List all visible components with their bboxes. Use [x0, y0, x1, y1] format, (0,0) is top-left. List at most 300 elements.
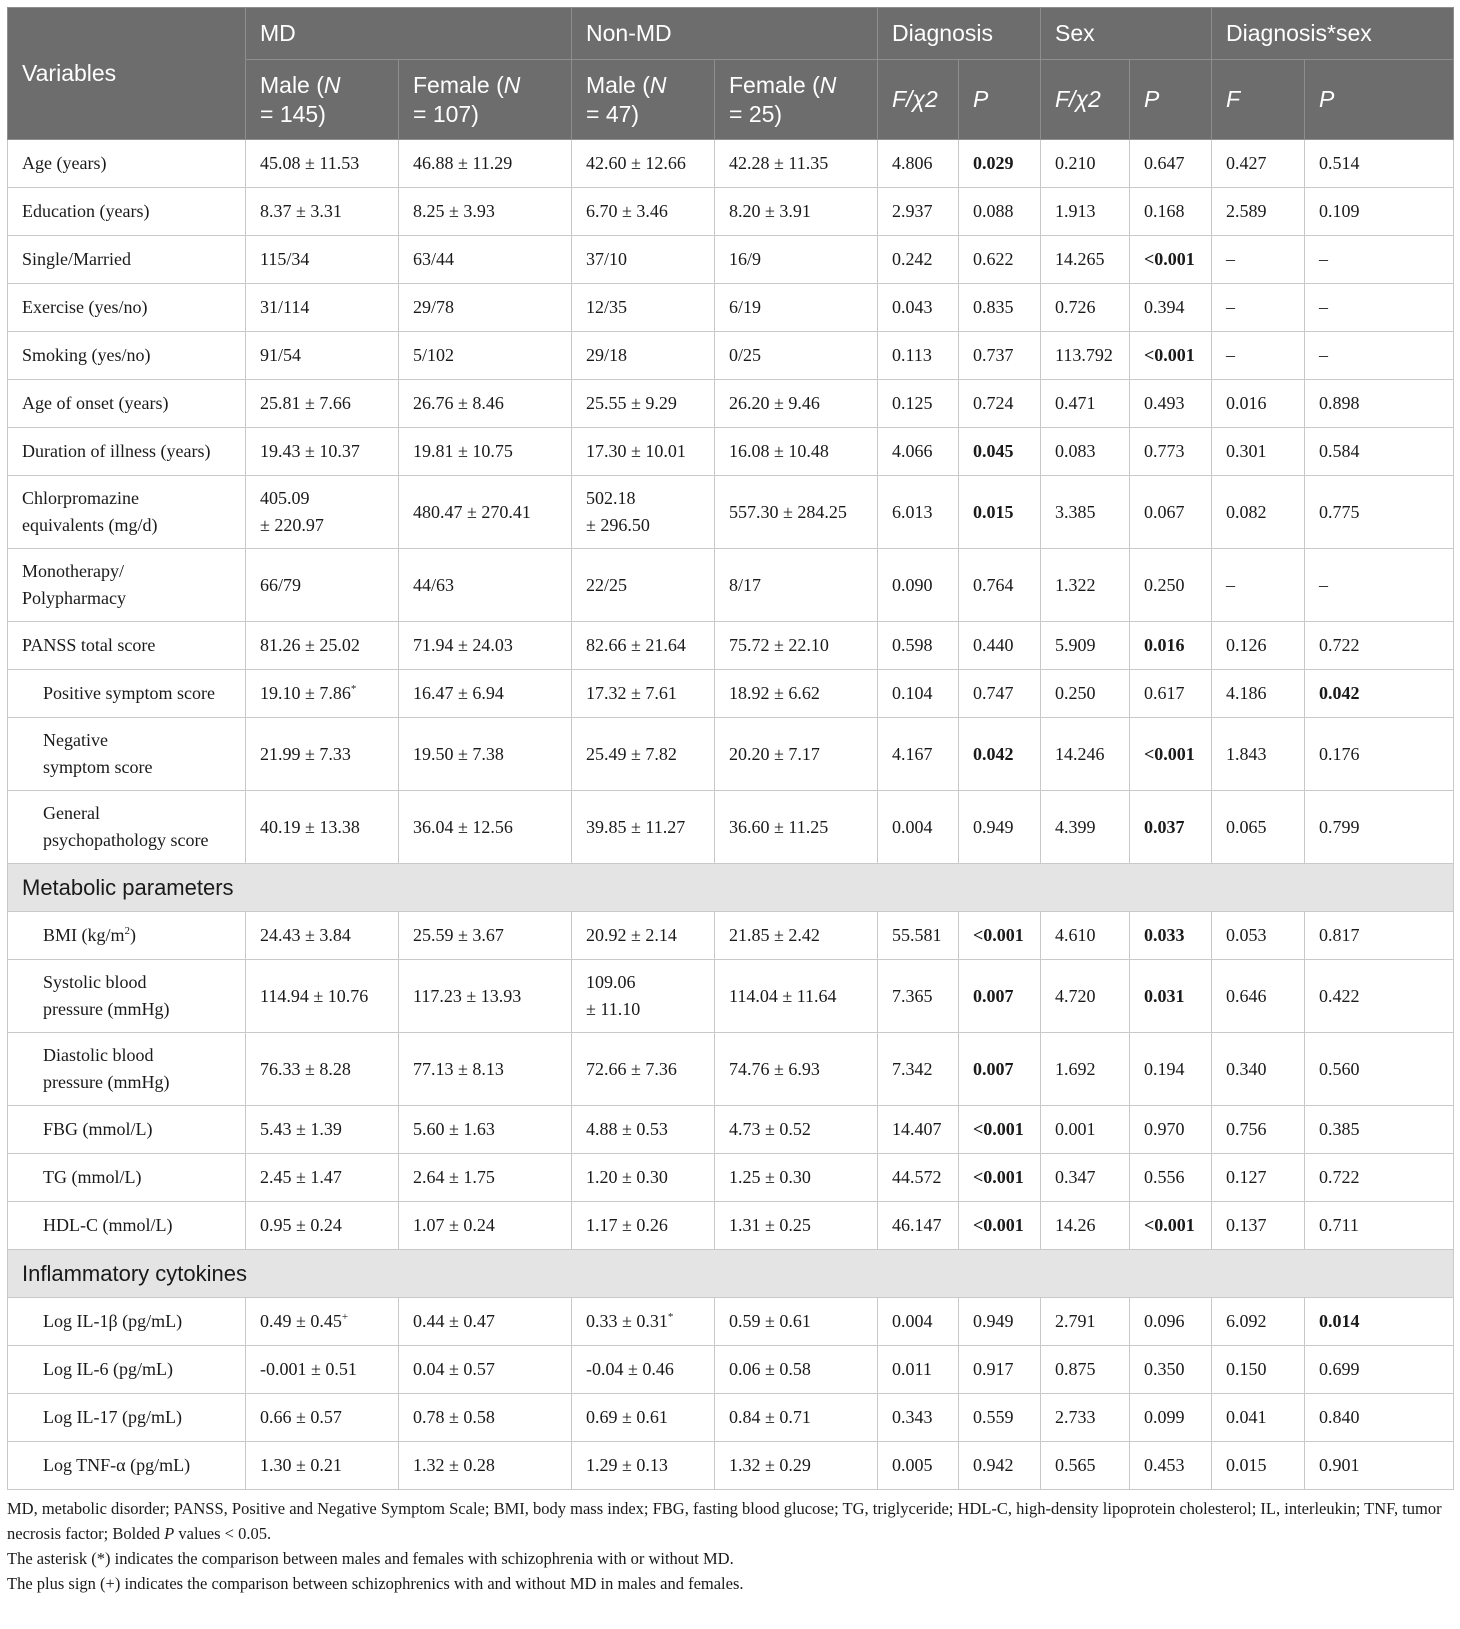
table-cell: 0.242 [878, 236, 959, 284]
table-cell: 0.090 [878, 549, 959, 622]
table-cell: 14.407 [878, 1106, 959, 1154]
table-cell: 0.875 [1041, 1346, 1130, 1394]
row-label: Log TNF-α (pg/mL) [8, 1442, 246, 1490]
table-cell: 557.30 ± 284.25 [715, 476, 878, 549]
table-cell: 0.799 [1305, 791, 1454, 864]
table-cell: 2.937 [878, 188, 959, 236]
table-cell: 81.26 ± 25.02 [246, 622, 399, 670]
table-cell: 0.917 [959, 1346, 1041, 1394]
table-cell: 4.066 [878, 428, 959, 476]
header-nonmd-female: Female (N = 25) [715, 60, 878, 140]
header-row-groups [8, 8, 1454, 60]
table-cell: 0.66 ± 0.57 [246, 1394, 399, 1442]
table-cell: 0.394 [1130, 284, 1212, 332]
table-cell: 0.773 [1130, 428, 1212, 476]
table-cell: 22/25 [572, 549, 715, 622]
header-sex: Sex [1041, 8, 1212, 60]
table-cell: 76.33 ± 8.28 [246, 1033, 399, 1106]
table-cell: 0.617 [1130, 670, 1212, 718]
table-cell: 55.581 [878, 912, 959, 960]
table-cell: <0.001 [959, 1202, 1041, 1250]
header-md-male: Male (N = 145) [246, 60, 399, 140]
table-cell: 480.47 ± 270.41 [399, 476, 572, 549]
table-cell: 114.04 ± 11.64 [715, 960, 878, 1033]
table-cell: 8.25 ± 3.93 [399, 188, 572, 236]
table-cell: 114.94 ± 10.76 [246, 960, 399, 1033]
row-label: Negative symptom score [8, 718, 246, 791]
table-cell: <0.001 [959, 1154, 1041, 1202]
table-cell: 0.471 [1041, 380, 1130, 428]
table-cell: 1.913 [1041, 188, 1130, 236]
row-label: Chlorpromazine equivalents (mg/d) [8, 476, 246, 549]
table-cell: 37/10 [572, 236, 715, 284]
section-row [8, 864, 1454, 912]
table-row [8, 718, 1454, 791]
table-cell: 4.720 [1041, 960, 1130, 1033]
row-label: PANSS total score [8, 622, 246, 670]
table-cell: 25.59 ± 3.67 [399, 912, 572, 960]
table-cell: 0.747 [959, 670, 1041, 718]
header-diagnosis: Diagnosis [878, 8, 1041, 60]
table-cell: – [1212, 332, 1305, 380]
table-cell: 5.43 ± 1.39 [246, 1106, 399, 1154]
section-metabolic: Metabolic parameters [8, 864, 1454, 912]
table-row [8, 1298, 1454, 1346]
table-cell: 0.301 [1212, 428, 1305, 476]
table-cell: 0.69 ± 0.61 [572, 1394, 715, 1442]
table-cell: 25.55 ± 9.29 [572, 380, 715, 428]
table-cell: 7.342 [878, 1033, 959, 1106]
table-cell: 21.85 ± 2.42 [715, 912, 878, 960]
header-md: MD [246, 8, 572, 60]
table-cell: 0.194 [1130, 1033, 1212, 1106]
table-cell: 4.399 [1041, 791, 1130, 864]
table-cell: 0.005 [878, 1442, 959, 1490]
table-cell: 117.23 ± 13.93 [399, 960, 572, 1033]
table-cell: 17.30 ± 10.01 [572, 428, 715, 476]
row-label: FBG (mmol/L) [8, 1106, 246, 1154]
table-cell: 0.014 [1305, 1298, 1454, 1346]
table-cell: 7.365 [878, 960, 959, 1033]
table-cell: – [1305, 332, 1454, 380]
table-cell: 19.50 ± 7.38 [399, 718, 572, 791]
table-cell: 19.43 ± 10.37 [246, 428, 399, 476]
table-cell: 0.041 [1212, 1394, 1305, 1442]
row-label: Positive symptom score [8, 670, 246, 718]
header-nonmd-male: Male (N = 47) [572, 60, 715, 140]
table-cell: 0.083 [1041, 428, 1130, 476]
table-cell: 115/34 [246, 236, 399, 284]
table-cell: 0.647 [1130, 140, 1212, 188]
table-cell: 2.64 ± 1.75 [399, 1154, 572, 1202]
table-row [8, 380, 1454, 428]
header-sex-p: P [1130, 60, 1212, 140]
table-cell: 0.007 [959, 1033, 1041, 1106]
table-cell: 12/35 [572, 284, 715, 332]
table-cell: 0.817 [1305, 912, 1454, 960]
table-cell: 0.04 ± 0.57 [399, 1346, 572, 1394]
table-row [8, 1033, 1454, 1106]
table-cell: 44.572 [878, 1154, 959, 1202]
row-label: Duration of illness (years) [8, 428, 246, 476]
table-row [8, 1442, 1454, 1490]
table-cell: 4.167 [878, 718, 959, 791]
table-cell: 0.711 [1305, 1202, 1454, 1250]
table-cell: 0.646 [1212, 960, 1305, 1033]
footnote-abbreviations: MD, metabolic disorder; PANSS, Positive and Negative Symptom Scale; BMI, body mass index; FBG, fasting blood glucose; TG, triglyceride; HDL-C, high-density lipoprotein cholesterol; IL, interleukin; TNF, tumor necrosis factor; Bolded P values < 0.05. [7, 1499, 1442, 1543]
table-cell: 0.775 [1305, 476, 1454, 549]
row-label: Log IL-17 (pg/mL) [8, 1394, 246, 1442]
table-cell: 4.186 [1212, 670, 1305, 718]
table-cell: 502.18 ± 296.50 [572, 476, 715, 549]
row-label: Diastolic blood pressure (mmHg) [8, 1033, 246, 1106]
table-cell: 0.622 [959, 236, 1041, 284]
table-cell: 2.791 [1041, 1298, 1130, 1346]
table-cell: 0.840 [1305, 1394, 1454, 1442]
table-cell: – [1305, 549, 1454, 622]
table-cell: -0.04 ± 0.46 [572, 1346, 715, 1394]
row-label: BMI $(kg/m^2)$ [8, 912, 246, 960]
table-row [8, 912, 1454, 960]
table-cell: 0.722 [1305, 622, 1454, 670]
table-cell: 0.004 [878, 791, 959, 864]
table-cell: 14.265 [1041, 236, 1130, 284]
table-cell: 0.015 [1212, 1442, 1305, 1490]
table-cell: – [1212, 284, 1305, 332]
table-cell: 0.33 ± 0.31* [572, 1298, 715, 1346]
table-cell: 8/17 [715, 549, 878, 622]
table-cell: 0.514 [1305, 140, 1454, 188]
table-cell: 66/79 [246, 549, 399, 622]
table-cell: 19.10 ± 7.86* [246, 670, 399, 718]
table-cell: 71.94 ± 24.03 [399, 622, 572, 670]
table-cell: 40.19 ± 13.38 [246, 791, 399, 864]
table-cell: 14.246 [1041, 718, 1130, 791]
table-row [8, 428, 1454, 476]
table-cell: 1.20 ± 0.30 [572, 1154, 715, 1202]
table-cell: 4.88 ± 0.53 [572, 1106, 715, 1154]
table-row [8, 236, 1454, 284]
table-cell: 0.029 [959, 140, 1041, 188]
table-cell: 16/9 [715, 236, 878, 284]
table-cell: 109.06 ± 11.10 [572, 960, 715, 1033]
table-row [8, 140, 1454, 188]
table-cell: 0.109 [1305, 188, 1454, 236]
table-cell: 1.32 ± 0.28 [399, 1442, 572, 1490]
table-cell: 0.78 ± 0.58 [399, 1394, 572, 1442]
table-cell: 1.692 [1041, 1033, 1130, 1106]
table-cell: 2.589 [1212, 188, 1305, 236]
table-cell: <0.001 [1130, 718, 1212, 791]
table-cell: 25.81 ± 7.66 [246, 380, 399, 428]
header-interaction: Diagnosis*sex [1212, 8, 1454, 60]
table-cell: 8.20 ± 3.91 [715, 188, 878, 236]
table-cell: 18.92 ± 6.62 [715, 670, 878, 718]
table-cell: 0.726 [1041, 284, 1130, 332]
table-cell: 2.733 [1041, 1394, 1130, 1442]
table-cell: 0.016 [1130, 622, 1212, 670]
table-cell: 0.493 [1130, 380, 1212, 428]
table-cell: 2.45 ± 1.47 [246, 1154, 399, 1202]
table-cell: 0.210 [1041, 140, 1130, 188]
table-cell: 19.81 ± 10.75 [399, 428, 572, 476]
table-cell: 1.17 ± 0.26 [572, 1202, 715, 1250]
row-label: Log IL-6 (pg/mL) [8, 1346, 246, 1394]
table-row [8, 1202, 1454, 1250]
table-row [8, 1394, 1454, 1442]
table-cell: 45.08 ± 11.53 [246, 140, 399, 188]
table-cell: 42.28 ± 11.35 [715, 140, 878, 188]
table-row [8, 960, 1454, 1033]
table-cell: 0.168 [1130, 188, 1212, 236]
table-cell: 26.76 ± 8.46 [399, 380, 572, 428]
table-cell: 0.942 [959, 1442, 1041, 1490]
table-cell: 0.096 [1130, 1298, 1212, 1346]
table-cell: <0.001 [1130, 1202, 1212, 1250]
table-cell: 0.949 [959, 1298, 1041, 1346]
table-cell: 0.011 [878, 1346, 959, 1394]
table-cell: 29/78 [399, 284, 572, 332]
table-cell: 0.104 [878, 670, 959, 718]
table-cell: 20.92 ± 2.14 [572, 912, 715, 960]
table-cell: 0.127 [1212, 1154, 1305, 1202]
row-label: Systolic blood pressure (mmHg) [8, 960, 246, 1033]
table-cell: 0.764 [959, 549, 1041, 622]
table-cell: 20.20 ± 7.17 [715, 718, 878, 791]
table-cell: 0.042 [1305, 670, 1454, 718]
table-cell: 4.806 [878, 140, 959, 188]
row-label: HDL-C (mmol/L) [8, 1202, 246, 1250]
table-row [8, 1106, 1454, 1154]
footnote-plus: The plus sign (+) indicates the comparison between schizophrenics with and without MD in males and females. [7, 1574, 744, 1593]
table-cell: 1.30 ± 0.21 [246, 1442, 399, 1490]
table-cell: 6.013 [878, 476, 959, 549]
table-cell: 5.909 [1041, 622, 1130, 670]
section-row [8, 1250, 1454, 1298]
table-row [8, 476, 1454, 549]
table-cell: 36.04 ± 12.56 [399, 791, 572, 864]
table-cell: 17.32 ± 7.61 [572, 670, 715, 718]
header-sex-f: F/χ2 [1041, 60, 1130, 140]
table-cell: 0.427 [1212, 140, 1305, 188]
table-cell: 0.037 [1130, 791, 1212, 864]
row-label: Exercise (yes/no) [8, 284, 246, 332]
table-cell: 0.49 ± 0.45+ [246, 1298, 399, 1346]
table-cell: 0.350 [1130, 1346, 1212, 1394]
table-cell: 0.045 [959, 428, 1041, 476]
header-diagnosis-f: F/χ2 [878, 60, 959, 140]
table-cell: 0.699 [1305, 1346, 1454, 1394]
table-cell: 1.31 ± 0.25 [715, 1202, 878, 1250]
table-cell: 1.29 ± 0.13 [572, 1442, 715, 1490]
table-cell: 44/63 [399, 549, 572, 622]
table-cell: 0.385 [1305, 1106, 1454, 1154]
table-cell: 0.737 [959, 332, 1041, 380]
table-cell: 0.176 [1305, 718, 1454, 791]
table-cell: 24.43 ± 3.84 [246, 912, 399, 960]
table-cell: 0.043 [878, 284, 959, 332]
row-label: TG (mmol/L) [8, 1154, 246, 1202]
table-cell: <0.001 [1130, 332, 1212, 380]
table-cell: 21.99 ± 7.33 [246, 718, 399, 791]
table-cell: 0.453 [1130, 1442, 1212, 1490]
table-cell: 0.343 [878, 1394, 959, 1442]
table-cell: 0.065 [1212, 791, 1305, 864]
table-cell: 0.150 [1212, 1346, 1305, 1394]
table-cell: 6.70 ± 3.46 [572, 188, 715, 236]
table-cell: 0/25 [715, 332, 878, 380]
table-row [8, 188, 1454, 236]
table-cell: 0.113 [878, 332, 959, 380]
table-cell: 0.067 [1130, 476, 1212, 549]
table-cell: 6.092 [1212, 1298, 1305, 1346]
table-cell: 0.949 [959, 791, 1041, 864]
table-cell: 0.250 [1130, 549, 1212, 622]
table-cell: 4.610 [1041, 912, 1130, 960]
table-cell: <0.001 [959, 912, 1041, 960]
table-row [8, 332, 1454, 380]
table-cell: 0.016 [1212, 380, 1305, 428]
table-cell: 0.082 [1212, 476, 1305, 549]
table-cell: 46.147 [878, 1202, 959, 1250]
table-row [8, 1154, 1454, 1202]
table-cell: 0.126 [1212, 622, 1305, 670]
table-cell: 3.385 [1041, 476, 1130, 549]
table-row [8, 791, 1454, 864]
table-footnotes [7, 1496, 1453, 1596]
table-cell: 1.25 ± 0.30 [715, 1154, 878, 1202]
row-label: Education (years) [8, 188, 246, 236]
table-cell: 82.66 ± 21.64 [572, 622, 715, 670]
table-cell: 0.970 [1130, 1106, 1212, 1154]
table-cell: 25.49 ± 7.82 [572, 718, 715, 791]
table-cell: <0.001 [959, 1106, 1041, 1154]
table-cell: – [1212, 236, 1305, 284]
table-cell: – [1305, 236, 1454, 284]
table-cell: 5.60 ± 1.63 [399, 1106, 572, 1154]
header-interaction-p: P [1305, 60, 1454, 140]
table-cell: -0.001 ± 0.51 [246, 1346, 399, 1394]
table-cell: 405.09 ± 220.97 [246, 476, 399, 549]
table-cell: 0.756 [1212, 1106, 1305, 1154]
table-cell: 0.440 [959, 622, 1041, 670]
table-cell: 0.565 [1041, 1442, 1130, 1490]
table-cell: 14.26 [1041, 1202, 1130, 1250]
table-cell: 0.053 [1212, 912, 1305, 960]
table-cell: 0.95 ± 0.24 [246, 1202, 399, 1250]
table-cell: 0.559 [959, 1394, 1041, 1442]
header-diagnosis-p: P [959, 60, 1041, 140]
table-cell: 1.322 [1041, 549, 1130, 622]
table-cell: 0.042 [959, 718, 1041, 791]
row-label: Smoking (yes/no) [8, 332, 246, 380]
table-cell: 0.347 [1041, 1154, 1130, 1202]
row-label: Single/Married [8, 236, 246, 284]
table-cell: 0.59 ± 0.61 [715, 1298, 878, 1346]
table-cell: 0.422 [1305, 960, 1454, 1033]
row-label: Age of onset (years) [8, 380, 246, 428]
table-cell: 36.60 ± 11.25 [715, 791, 878, 864]
table-row [8, 549, 1454, 622]
table-cell: 0.031 [1130, 960, 1212, 1033]
table-cell: 1.32 ± 0.29 [715, 1442, 878, 1490]
table-cell: 91/54 [246, 332, 399, 380]
table-cell: 0.44 ± 0.47 [399, 1298, 572, 1346]
table-cell: 0.007 [959, 960, 1041, 1033]
header-md-female: Female (N = 107) [399, 60, 572, 140]
table-cell: 8.37 ± 3.31 [246, 188, 399, 236]
table-cell: 0.004 [878, 1298, 959, 1346]
table-cell: 5/102 [399, 332, 572, 380]
table-cell: 0.250 [1041, 670, 1130, 718]
table-row [8, 622, 1454, 670]
section-inflammatory: Inflammatory cytokines [8, 1250, 1454, 1298]
table-cell: 0.598 [878, 622, 959, 670]
header-non-md: Non-MD [572, 8, 878, 60]
table-cell: 16.08 ± 10.48 [715, 428, 878, 476]
table-cell: 63/44 [399, 236, 572, 284]
table-cell: 0.137 [1212, 1202, 1305, 1250]
table-cell: 26.20 ± 9.46 [715, 380, 878, 428]
table-cell: 0.722 [1305, 1154, 1454, 1202]
table-cell: 113.792 [1041, 332, 1130, 380]
row-label: General psychopathology score [8, 791, 246, 864]
table-cell: 0.556 [1130, 1154, 1212, 1202]
table-cell: 6/19 [715, 284, 878, 332]
row-label: Log IL-1β (pg/mL) [8, 1298, 246, 1346]
table-cell: 1.07 ± 0.24 [399, 1202, 572, 1250]
table-cell: 31/114 [246, 284, 399, 332]
table-cell: 77.13 ± 8.13 [399, 1033, 572, 1106]
table-row [8, 1346, 1454, 1394]
table-cell: 74.76 ± 6.93 [715, 1033, 878, 1106]
table-cell: 0.099 [1130, 1394, 1212, 1442]
table-cell: 0.584 [1305, 428, 1454, 476]
footnote-asterisk: The asterisk (*) indicates the comparison between males and females with schizophrenia with or without MD. [7, 1549, 734, 1568]
table-row [8, 284, 1454, 332]
table-cell: 0.125 [878, 380, 959, 428]
table-cell: 0.724 [959, 380, 1041, 428]
table-cell: 4.73 ± 0.52 [715, 1106, 878, 1154]
header-variables: Variables [8, 8, 246, 140]
table-cell: 29/18 [572, 332, 715, 380]
baseline-characteristics-table [7, 7, 1454, 1490]
table-cell: 0.340 [1212, 1033, 1305, 1106]
table-cell: 39.85 ± 11.27 [572, 791, 715, 864]
table-cell: 0.001 [1041, 1106, 1130, 1154]
table-cell: 42.60 ± 12.66 [572, 140, 715, 188]
row-label: Monotherapy/ Polypharmacy [8, 549, 246, 622]
table-cell: 0.06 ± 0.58 [715, 1346, 878, 1394]
table-cell: 0.835 [959, 284, 1041, 332]
table-cell: 0.015 [959, 476, 1041, 549]
table-cell: 0.901 [1305, 1442, 1454, 1490]
table-cell: – [1305, 284, 1454, 332]
table-cell: 0.898 [1305, 380, 1454, 428]
table-row [8, 670, 1454, 718]
table-cell: <0.001 [1130, 236, 1212, 284]
table-cell: 0.84 ± 0.71 [715, 1394, 878, 1442]
table-cell: 16.47 ± 6.94 [399, 670, 572, 718]
table-cell: – [1212, 549, 1305, 622]
header-interaction-f: F [1212, 60, 1305, 140]
table-cell: 46.88 ± 11.29 [399, 140, 572, 188]
table-cell: 1.843 [1212, 718, 1305, 791]
table-cell: 75.72 ± 22.10 [715, 622, 878, 670]
table-cell: 72.66 ± 7.36 [572, 1033, 715, 1106]
row-label: Age (years) [8, 140, 246, 188]
table-cell: 0.033 [1130, 912, 1212, 960]
